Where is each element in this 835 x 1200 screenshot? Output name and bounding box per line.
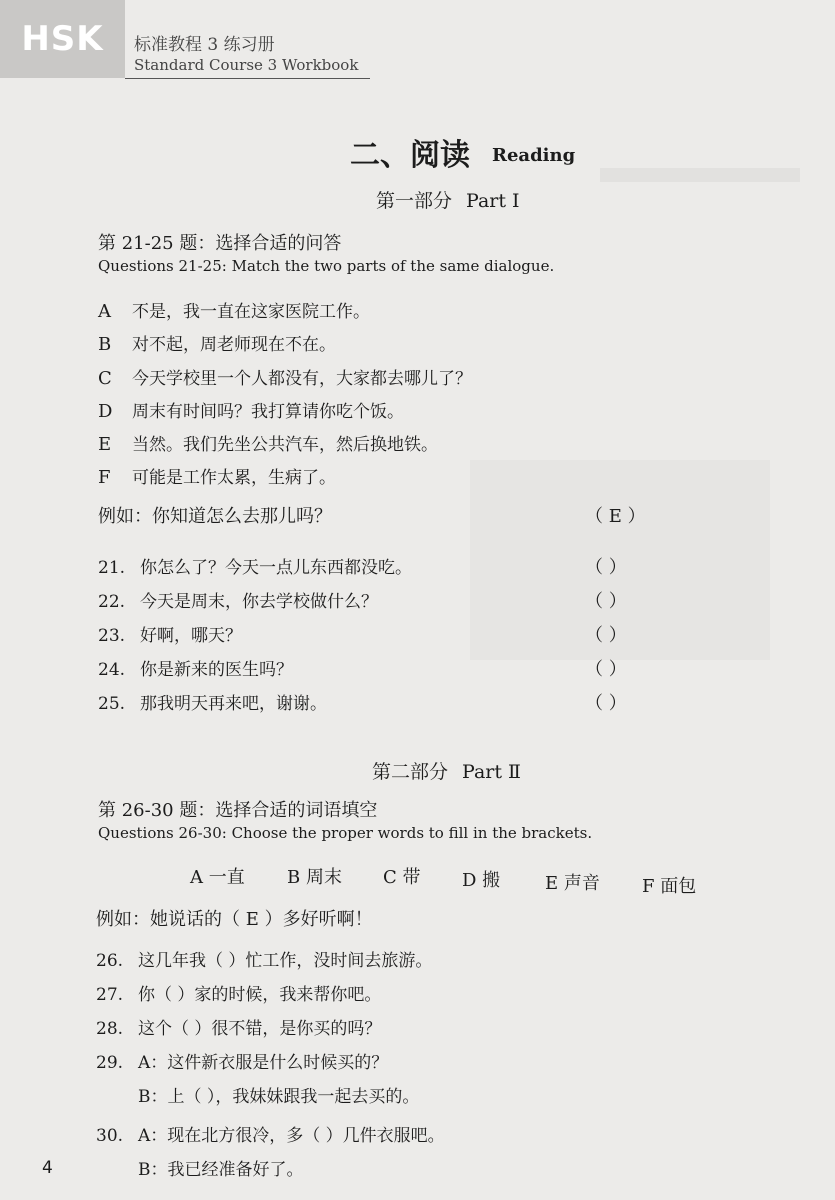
question-number: 29. xyxy=(96,1053,124,1073)
bleed-through xyxy=(600,168,800,182)
part2-example: 例如：她说话的（ E ）多好听啊！ xyxy=(96,909,373,930)
part1-title-en: Part Ⅰ xyxy=(466,190,520,212)
section-title xyxy=(350,130,575,174)
option-item xyxy=(98,397,404,422)
word-option: C 带 xyxy=(383,867,421,888)
answer-blank-25[interactable]: （ ） xyxy=(585,693,627,714)
part2-heading xyxy=(372,757,521,784)
header-title-en: Standard Course 3 Workbook xyxy=(134,56,359,74)
question-text: B：我已经准备好了。 xyxy=(138,1160,304,1180)
question-number: 27. xyxy=(96,985,124,1005)
question-number: 28. xyxy=(96,1019,124,1039)
word-option: F 面包 xyxy=(642,876,697,897)
question-30 xyxy=(96,1121,445,1146)
question-number: 25. xyxy=(98,694,126,714)
hsk-logo: HSK xyxy=(0,0,125,78)
option-letter: E xyxy=(98,434,112,455)
option-item xyxy=(98,463,336,488)
question-26 xyxy=(96,946,432,971)
question-text: 今天是周末，你去学校做什么？ xyxy=(140,592,378,612)
section-title-cn: 二、阅读 xyxy=(350,138,470,173)
question-number: 22. xyxy=(98,592,126,612)
question-text: 你是新来的医生吗？ xyxy=(140,660,293,680)
question-24 xyxy=(98,655,293,680)
part1-instruction-en: Questions 21-25: Match the two parts of the same dialogue. xyxy=(98,257,555,275)
option-item xyxy=(98,364,472,389)
section-title-en: Reading xyxy=(492,145,576,166)
question-text: A：现在北方很冷，多（ ）几件衣服吧。 xyxy=(138,1126,445,1146)
part2-instruction-en: Questions 26-30: Choose the proper words to fill in the brackets. xyxy=(98,824,593,842)
question-text: 你（ ）家的时候，我来帮你吧。 xyxy=(138,985,382,1005)
question-25 xyxy=(98,689,327,714)
page-number: 4 xyxy=(42,1158,53,1178)
question-text: A：这件新衣服是什么时候买的？ xyxy=(138,1053,389,1073)
question-29-reply xyxy=(96,1082,419,1107)
question-text: 这几年我（ ）忙工作，没时间去旅游。 xyxy=(138,951,433,971)
option-text: 当然。我们先坐公共汽车，然后换地铁。 xyxy=(132,435,438,455)
question-number: 30. xyxy=(96,1126,124,1146)
word-option: B 周末 xyxy=(287,867,342,888)
word-option: D 搬 xyxy=(462,870,501,891)
part1-instruction-cn: 第 21-25 题：选择合适的问答 xyxy=(98,233,342,254)
part1-title-cn: 第一部分 xyxy=(376,190,453,212)
question-30-reply xyxy=(96,1155,304,1180)
option-letter: B xyxy=(98,334,112,355)
option-letter: D xyxy=(98,401,113,422)
word-option: E 声音 xyxy=(545,873,600,894)
answer-blank-21[interactable]: （ ） xyxy=(585,557,627,578)
option-letter: C xyxy=(98,368,112,389)
answer-blank-23[interactable]: （ ） xyxy=(585,625,627,646)
word-option: A 一直 xyxy=(190,867,245,888)
question-21 xyxy=(98,553,412,578)
question-23 xyxy=(98,621,242,646)
option-item xyxy=(98,430,438,455)
question-text: 你怎么了？今天一点儿东西都没吃。 xyxy=(140,558,412,578)
header-title-cn: 标准教程 3 练习册 xyxy=(134,35,275,55)
option-letter: A xyxy=(98,301,111,322)
question-text: 那我明天再来吧，谢谢。 xyxy=(140,694,327,714)
option-letter: F xyxy=(98,467,111,488)
answer-blank-24[interactable]: （ ） xyxy=(585,659,627,680)
question-number: 26. xyxy=(96,951,124,971)
header-underline xyxy=(125,78,370,79)
option-text: 今天学校里一个人都没有，大家都去哪儿了？ xyxy=(132,369,472,389)
question-22 xyxy=(98,587,378,612)
question-number: 23. xyxy=(98,626,126,646)
option-item xyxy=(98,297,370,322)
part2-title-cn: 第二部分 xyxy=(372,761,449,783)
part2-instruction-cn: 第 26-30 题：选择合适的词语填空 xyxy=(98,800,378,821)
question-29 xyxy=(96,1048,388,1073)
part1-heading xyxy=(376,186,520,213)
option-item xyxy=(98,330,336,355)
option-text: 可能是工作太累，生病了。 xyxy=(132,468,336,488)
part1-example: 例如：你知道怎么去那儿吗？ xyxy=(98,506,332,527)
question-text: 这个（ ）很不错，是你买的吗？ xyxy=(138,1019,382,1039)
question-28 xyxy=(96,1014,381,1039)
question-27 xyxy=(96,980,381,1005)
option-text: 不是，我一直在这家医院工作。 xyxy=(132,302,370,322)
part2-title-en: Part Ⅱ xyxy=(462,761,521,783)
question-number: 21. xyxy=(98,558,126,578)
example-answer: （ E ） xyxy=(585,506,646,527)
option-text: 对不起，周老师现在不在。 xyxy=(132,335,336,355)
question-text: B：上（ ），我妹妹跟我一起去买的。 xyxy=(138,1087,420,1107)
question-number: 24. xyxy=(98,660,126,680)
answer-blank-22[interactable]: （ ） xyxy=(585,591,627,612)
option-text: 周末有时间吗？我打算请你吃个饭。 xyxy=(132,402,404,422)
question-text: 好啊，哪天？ xyxy=(140,626,242,646)
